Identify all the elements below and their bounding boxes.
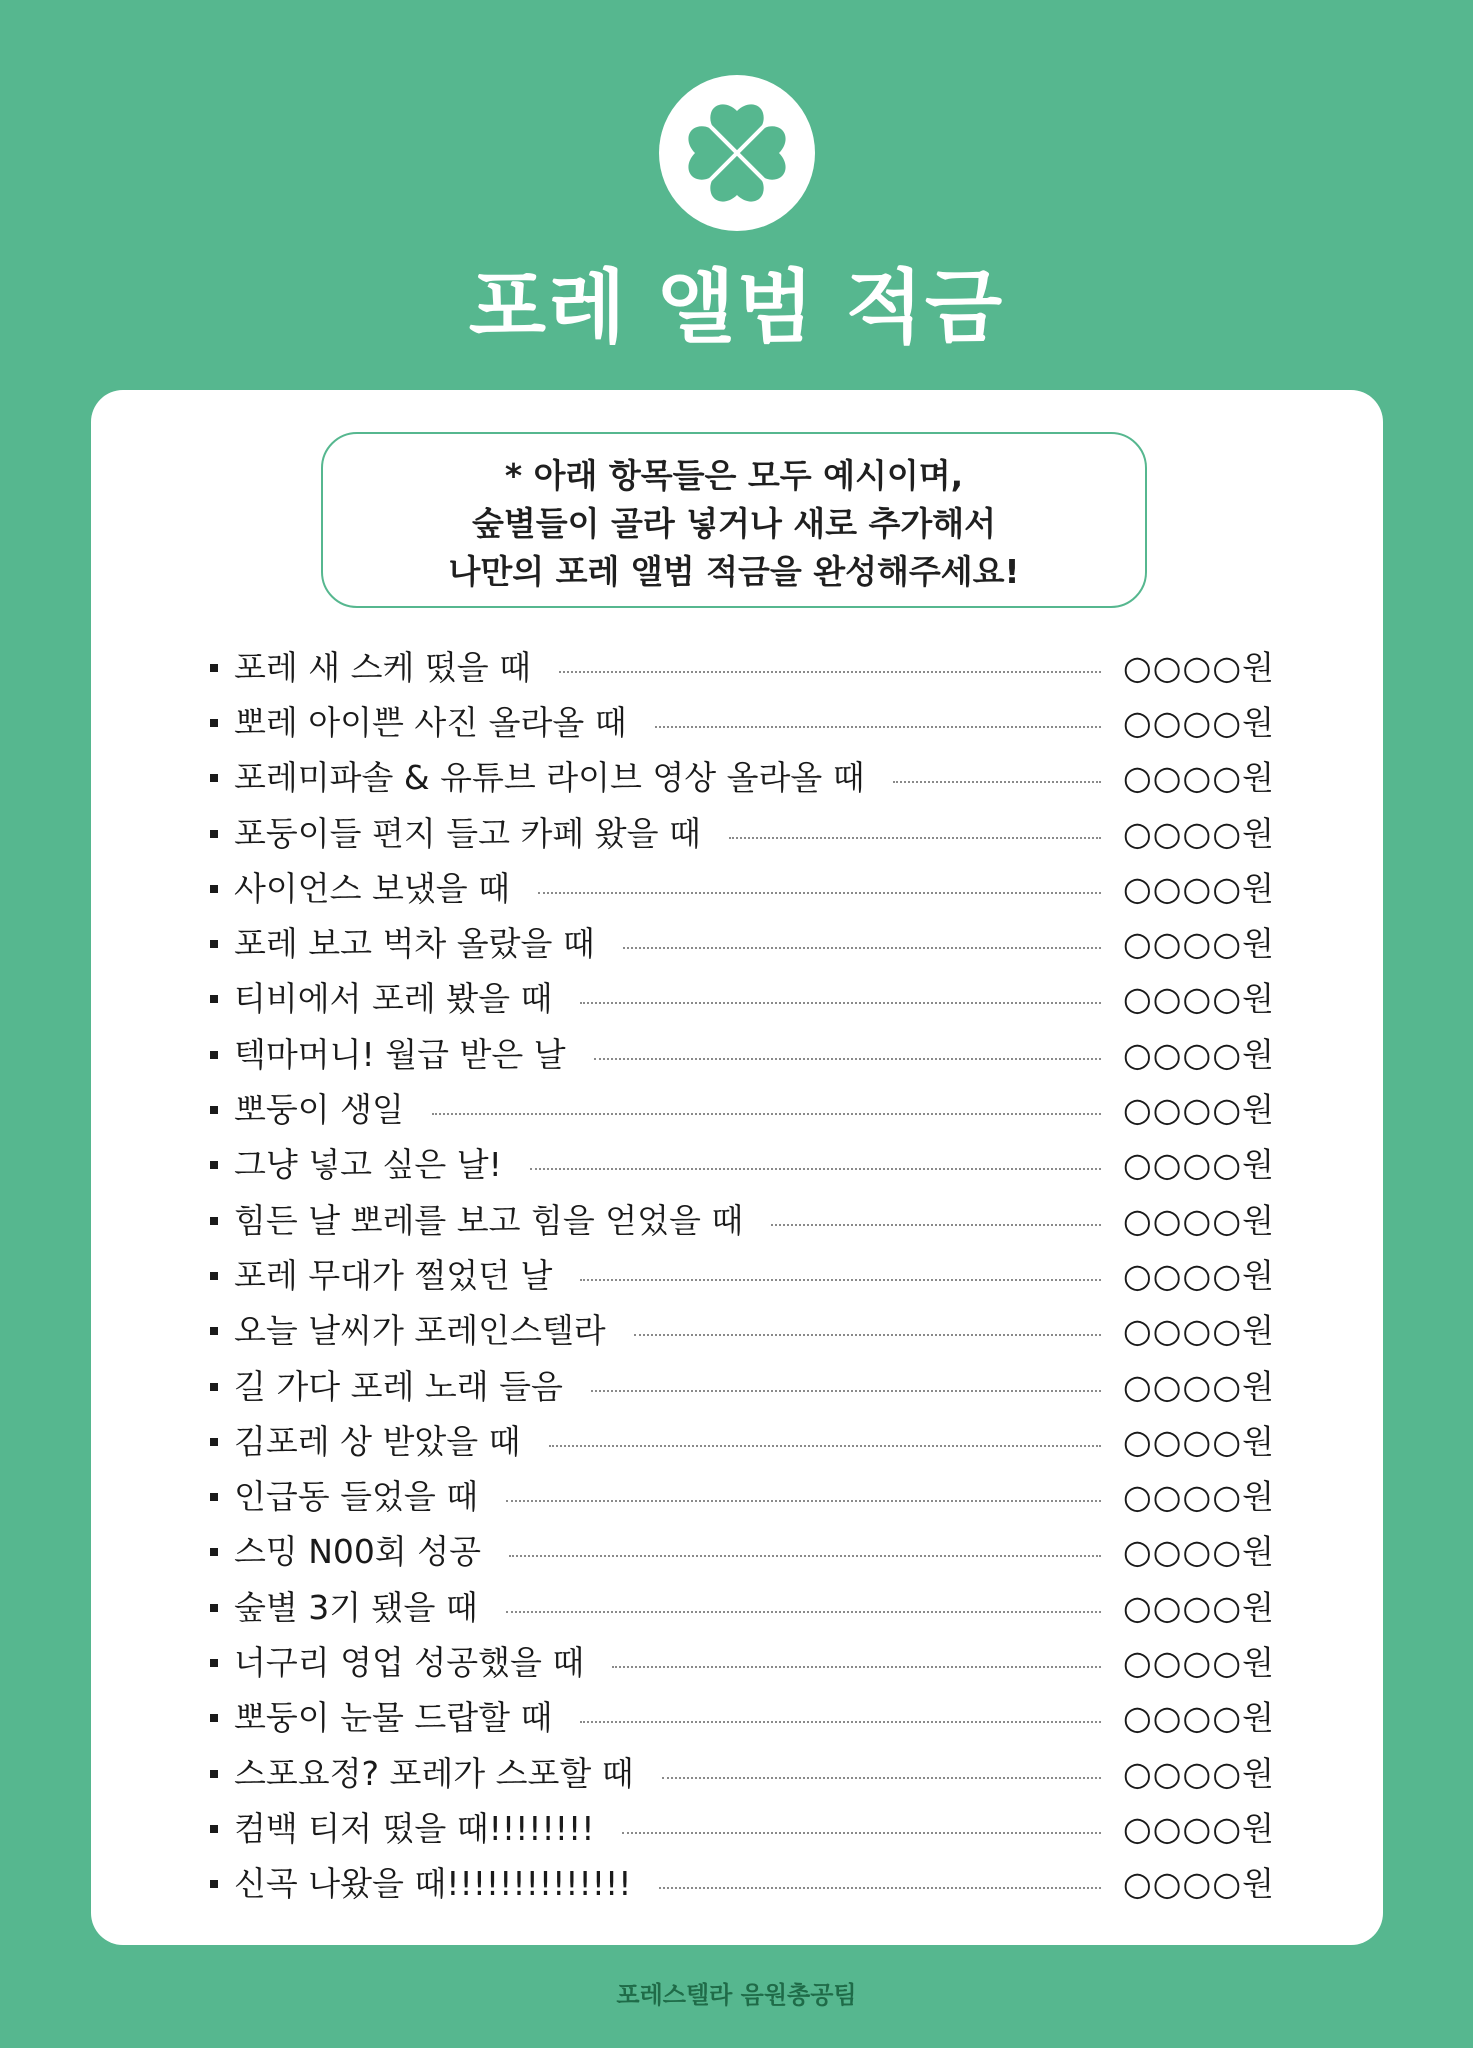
list-item <box>210 1801 1275 1856</box>
savings-list <box>210 640 1275 1912</box>
notice-box <box>321 432 1147 608</box>
list-item <box>210 1193 1275 1248</box>
bullet-icon <box>210 1770 218 1778</box>
dotted-leader <box>506 1611 1101 1613</box>
bullet-icon <box>210 1825 218 1833</box>
item-label: 오늘 날씨가 포레인스텔라 <box>234 1311 606 1351</box>
list-item <box>210 972 1275 1027</box>
item-label: 포둥이들 편지 들고 카페 왔을 때 <box>234 813 701 853</box>
bullet-icon <box>210 1438 218 1446</box>
dotted-leader <box>591 1390 1101 1392</box>
bullet-icon <box>210 1880 218 1888</box>
bullet-icon <box>210 1217 218 1225</box>
item-label: 신곡 나왔을 때!!!!!!!!!!!!!! <box>234 1864 632 1904</box>
item-amount: ○○○○원 <box>1122 924 1275 964</box>
notice-line: * 아래 항목들은 모두 예시이며, <box>504 456 964 495</box>
dotted-leader <box>612 1666 1101 1668</box>
item-label: 숲별 3기 됐을 때 <box>234 1587 478 1627</box>
item-amount: ○○○○원 <box>1122 1034 1275 1074</box>
dotted-leader <box>580 1721 1101 1723</box>
item-amount: ○○○○원 <box>1122 1145 1275 1185</box>
item-label: 인급동 들었을 때 <box>234 1477 479 1517</box>
bullet-icon <box>210 1714 218 1722</box>
clover-icon <box>659 75 815 231</box>
bullet-icon <box>210 940 218 948</box>
list-item <box>210 916 1275 971</box>
list-item <box>210 640 1275 695</box>
item-label: 뽀레 아이쁜 사진 올라올 때 <box>234 702 627 742</box>
list-item <box>210 1635 1275 1690</box>
item-amount: ○○○○원 <box>1122 702 1275 742</box>
bullet-icon <box>210 719 218 727</box>
bullet-icon <box>210 1327 218 1335</box>
item-amount: ○○○○원 <box>1122 1366 1275 1406</box>
list-item <box>210 1414 1275 1469</box>
item-amount: ○○○○원 <box>1122 1311 1275 1351</box>
bullet-icon <box>210 1383 218 1391</box>
dotted-leader <box>530 1168 1101 1170</box>
item-label: 그냥 넣고 싶은 날! <box>234 1145 502 1185</box>
item-amount: ○○○○원 <box>1122 1864 1275 1904</box>
list-item <box>210 1857 1275 1912</box>
logo <box>659 75 815 231</box>
bullet-icon <box>210 1161 218 1169</box>
list-item <box>210 1359 1275 1414</box>
item-label: 컴백 티저 떴을 때!!!!!!!! <box>234 1808 595 1848</box>
bullet-icon <box>210 774 218 782</box>
item-amount: ○○○○원 <box>1122 1421 1275 1461</box>
bullet-icon <box>210 1604 218 1612</box>
item-amount: ○○○○원 <box>1122 1698 1275 1738</box>
list-item <box>210 1525 1275 1580</box>
dotted-leader <box>580 1002 1101 1004</box>
item-label: 너구리 영업 성공했을 때 <box>234 1642 585 1682</box>
footer-credit: 포레스텔라 음원총공팀 <box>616 1981 857 2009</box>
list-item <box>210 1082 1275 1137</box>
item-label: 사이언스 보냈을 때 <box>234 868 511 908</box>
item-amount: ○○○○원 <box>1122 1477 1275 1517</box>
item-amount: ○○○○원 <box>1122 1587 1275 1627</box>
item-amount: ○○○○원 <box>1122 1753 1275 1793</box>
dotted-leader <box>432 1113 1101 1115</box>
bullet-icon <box>210 995 218 1003</box>
item-label: 스밍 N00회 성공 <box>234 1532 482 1572</box>
list-item <box>210 695 1275 750</box>
dotted-leader <box>538 892 1101 894</box>
item-label: 포레 새 스케 떴을 때 <box>234 647 531 687</box>
item-amount: ○○○○원 <box>1122 813 1275 853</box>
item-amount: ○○○○원 <box>1122 1532 1275 1572</box>
list-item <box>210 1580 1275 1635</box>
list-item <box>210 1691 1275 1746</box>
list-item <box>210 1138 1275 1193</box>
dotted-leader <box>559 671 1101 673</box>
item-amount: ○○○○원 <box>1122 758 1275 798</box>
item-amount: ○○○○원 <box>1122 1255 1275 1295</box>
bullet-icon <box>210 1272 218 1280</box>
list-item <box>210 751 1275 806</box>
list-item <box>210 1027 1275 1082</box>
bullet-icon <box>210 664 218 672</box>
dotted-leader <box>662 1777 1101 1779</box>
list-item <box>210 1746 1275 1801</box>
item-amount: ○○○○원 <box>1122 979 1275 1019</box>
item-label: 힘든 날 뽀레를 보고 힘을 얻었을 때 <box>234 1200 744 1240</box>
page-title: 포레 앨범 적금 <box>468 261 1005 354</box>
item-label: 텍마머니! 월급 받은 날 <box>234 1034 566 1074</box>
bullet-icon <box>210 1493 218 1501</box>
list-item <box>210 861 1275 916</box>
item-amount: ○○○○원 <box>1122 1090 1275 1130</box>
item-label: 김포레 상 받았을 때 <box>234 1421 521 1461</box>
item-label: 티비에서 포레 봤을 때 <box>234 979 553 1019</box>
notice-line: 나만의 포레 앨범 적금을 완성해주세요! <box>448 552 1020 591</box>
item-amount: ○○○○원 <box>1122 1642 1275 1682</box>
bullet-icon <box>210 1106 218 1114</box>
item-label: 뽀둥이 눈물 드랍할 때 <box>234 1698 553 1738</box>
list-item <box>210 1304 1275 1359</box>
dotted-leader <box>634 1334 1101 1336</box>
item-amount: ○○○○원 <box>1122 647 1275 687</box>
bullet-icon <box>210 1659 218 1667</box>
item-amount: ○○○○원 <box>1122 868 1275 908</box>
dotted-leader <box>623 947 1101 949</box>
dotted-leader <box>729 837 1101 839</box>
bullet-icon <box>210 1548 218 1556</box>
item-label: 포레미파솔 & 유튜브 라이브 영상 올라올 때 <box>234 758 865 798</box>
list-item <box>210 1248 1275 1303</box>
item-label: 스포요정? 포레가 스포할 때 <box>234 1753 634 1793</box>
list-item <box>210 1469 1275 1524</box>
dotted-leader <box>506 1500 1101 1502</box>
bullet-icon <box>210 885 218 893</box>
dotted-leader <box>549 1445 1102 1447</box>
item-label: 길 가다 포레 노래 들음 <box>234 1366 563 1406</box>
notice-line: 숲별들이 골라 넣거나 새로 추가해서 <box>471 504 997 543</box>
list-item <box>210 806 1275 861</box>
dotted-leader <box>594 1058 1101 1060</box>
dotted-leader <box>771 1224 1101 1226</box>
item-label: 뽀둥이 생일 <box>234 1090 404 1130</box>
item-label: 포레 무대가 쩔었던 날 <box>234 1255 553 1295</box>
item-label: 포레 보고 벅차 올랐을 때 <box>234 924 595 964</box>
item-amount: ○○○○원 <box>1122 1808 1275 1848</box>
dotted-leader <box>580 1279 1101 1281</box>
bullet-icon <box>210 830 218 838</box>
dotted-leader <box>659 1887 1101 1889</box>
dotted-leader <box>893 781 1101 783</box>
dotted-leader <box>622 1832 1101 1834</box>
dotted-leader <box>509 1555 1101 1557</box>
bullet-icon <box>210 1051 218 1059</box>
dotted-leader <box>655 726 1101 728</box>
item-amount: ○○○○원 <box>1122 1200 1275 1240</box>
